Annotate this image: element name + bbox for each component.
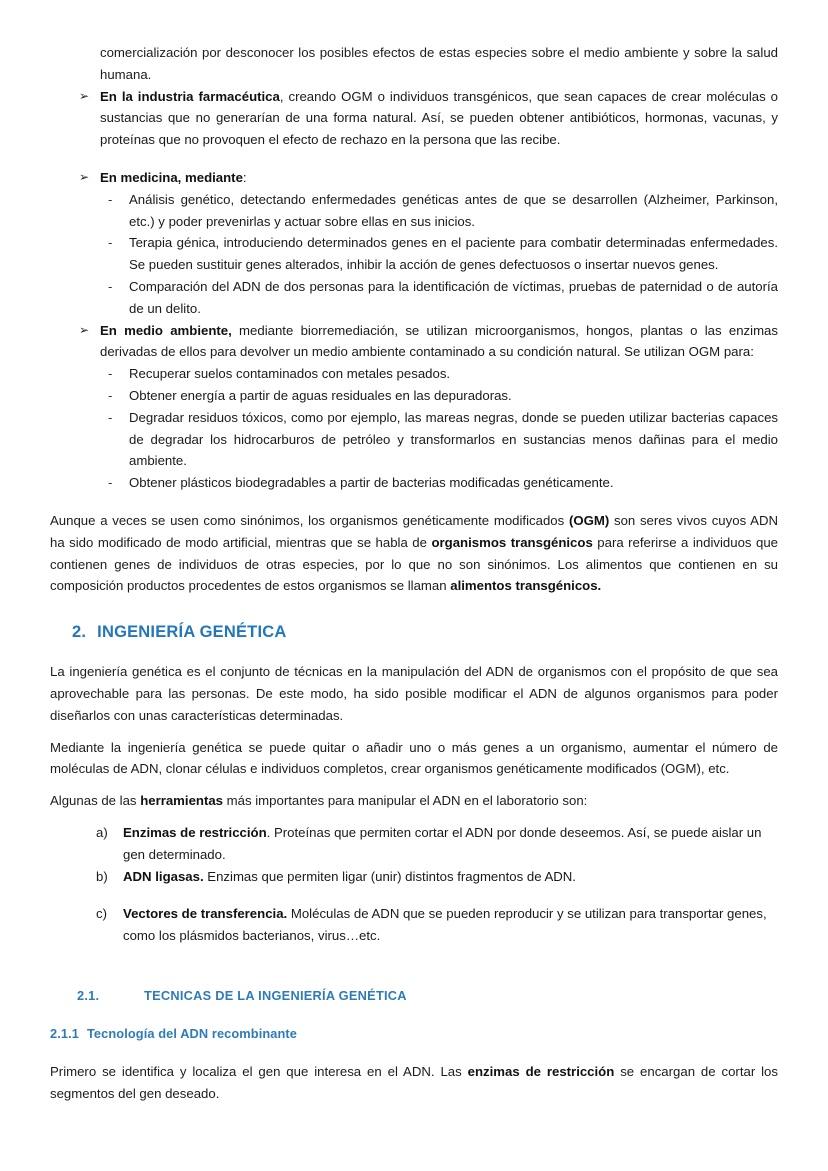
text-bold: herramientas	[140, 793, 224, 809]
list-item-bold-lead: Vectores de transferencia.	[123, 906, 288, 922]
list-item	[50, 276, 778, 320]
list-item	[50, 472, 778, 494]
list-item	[50, 232, 778, 276]
list-item-text: Terapia génica, introduciendo determinados genes en el paciente para combatir determinadas enfermedades. Se pueden sustituir genes alterados, inhibir la acción de genes defectuosos o insertar nuevos genes.	[129, 235, 778, 273]
dash-bullet-icon: -	[108, 191, 113, 207]
spacer	[50, 1007, 778, 1023]
dash-bullet-icon: -	[108, 278, 113, 294]
list-item	[50, 189, 778, 233]
list-item-text: Obtener plásticos biodegradables a partir de bacterias modificadas genéticamente.	[129, 475, 614, 491]
section-title: Tecnología del ADN recombinante	[86, 1025, 297, 1041]
dash-bullet-icon: -	[108, 387, 113, 403]
paragraph-ingenieria-2: Mediante la ingeniería genética se puede quitar o añadir uno o más genes a un organismo, aumentar el número de moléculas de ADN, clonar células e individuos completos, crear organismos genéticamente modificados (OGM), etc.	[50, 739, 778, 777]
text-bold: alimentos transgénicos.	[450, 578, 602, 594]
continuation-paragraph	[100, 42, 778, 86]
list-item	[50, 385, 778, 407]
applications-arrow-list	[50, 86, 778, 494]
arrow-bullet-icon: ➢	[79, 88, 90, 103]
section-title: INGENIERÍA GENÉTICA	[97, 623, 287, 642]
spacer	[50, 947, 778, 969]
page-title-section-2	[50, 619, 778, 645]
spacer	[50, 494, 778, 510]
list-marker: b)	[96, 868, 108, 884]
section-number: 2.	[72, 623, 87, 642]
spacer	[50, 780, 778, 790]
list-item-text: Análisis genético, detectando enfermedades genéticas antes de que se desarrollen (Alzheimer, Parkinson, etc.) y poder prevenirlas y actuar sobre ellas en sus inicios.	[129, 191, 778, 229]
spacer	[50, 645, 778, 661]
text-segment: son seres vivos cuyos ADN ha sido modificado de modo artificial, mientras que se habla de	[50, 512, 778, 550]
dash-bullet-icon: -	[108, 409, 113, 425]
bullet-bold-lead: En la industria farmacéutica	[100, 88, 280, 104]
text-segment: para referirse a individuos que contienen genes de individuos de otras especies, por lo que no son sinónimos. Los alimentos que contienen en su composición productos procedentes de estos organismos se llaman	[50, 534, 778, 594]
bullet-bold-lead: En medio ambiente,	[100, 322, 232, 338]
arrow-bullet-icon: ➢	[79, 169, 90, 184]
dash-bullet-icon: -	[108, 475, 113, 491]
text-segment: Primero se identifica y localiza el gen que interesa en el ADN. Las	[50, 1063, 468, 1079]
text-segment: Aunque a veces se usen como sinónimos, los organismos genéticamente modificados	[50, 512, 569, 528]
list-item-adn-ligasas	[50, 866, 778, 888]
text-segment: se encargan de cortar los segmentos del gen deseado.	[50, 1063, 778, 1101]
bullet-body-text: , creando OGM o individuos transgénicos, que sean capaces de crear moléculas o sustancias que no generarían de una forma natural. Así, se pueden obtener antibióticos, hormonas, vacunas, y proteínas que no provoquen el efecto de rechazo en la persona que las recibe.	[100, 88, 778, 148]
text-bold: organismos transgénicos	[431, 534, 593, 550]
list-item-text: Moléculas de ADN que se pueden reproducir y se utilizan para transportar genes, como los plásmidos bacterianos, virus…etc.	[123, 906, 767, 944]
spacer	[50, 727, 778, 737]
list-item-industria-farmaceutica	[50, 86, 778, 151]
text-segment: Algunas de las	[50, 793, 141, 809]
heading-section-2-1	[50, 985, 778, 1007]
list-item-bold-lead: Enzimas de restricción	[123, 824, 267, 840]
bullet-body-text: :	[242, 169, 247, 185]
list-item-text: Degradar residuos tóxicos, como por ejemplo, las mareas negras, donde se pueden utilizar bacterias capaces de degradar los hidrocarburos de petróleo y transformarlos en sustancias menos dañinas para el medio ambiente.	[129, 409, 778, 469]
text-bold: enzimas de restricción	[467, 1063, 615, 1079]
arrow-bullet-icon: ➢	[79, 322, 90, 337]
paragraph-adn-recombinante	[50, 1061, 778, 1105]
tools-alpha-list	[50, 822, 778, 947]
dash-bullet-icon: -	[108, 366, 113, 382]
list-item-vectores-transferencia	[50, 903, 778, 947]
text-bold: (OGM)	[568, 512, 610, 528]
list-item-text: Recuperar suelos contaminados con metales pesados.	[129, 366, 451, 382]
medicina-sub-list	[50, 189, 778, 320]
list-marker: a)	[96, 824, 108, 840]
section-number: 2.1.	[77, 987, 100, 1003]
spacer	[50, 887, 778, 903]
list-item-text: Obtener energía a partir de aguas residuales en las depuradoras.	[129, 387, 512, 403]
dash-bullet-icon: -	[108, 235, 113, 251]
list-item	[50, 407, 778, 472]
spacer	[50, 1045, 778, 1061]
list-item	[50, 363, 778, 385]
spacer	[50, 597, 778, 619]
list-item-bold-lead: ADN ligasas.	[123, 868, 204, 884]
list-item-enzimas-restriccion	[50, 822, 778, 866]
heading-section-2-1-1	[50, 1023, 778, 1045]
list-item-medicina	[50, 167, 778, 189]
spacer	[50, 151, 778, 167]
section-number: 2.1.1	[50, 1025, 79, 1041]
list-item-medio-ambiente	[50, 320, 778, 364]
text-segment: más importantes para manipular el ADN en el laboratorio son:	[223, 793, 588, 809]
spacer	[50, 812, 778, 822]
list-item-text: Enzimas que permiten ligar (unir) distintos fragmentos de ADN.	[203, 868, 576, 884]
bullet-bold-lead: En medicina, mediante	[100, 169, 243, 185]
section-title: TECNICAS DE LA INGENIERÍA GENÉTICA	[144, 987, 407, 1003]
bullet-body-text: mediante biorremediación, se utilizan microorganismos, hongos, plantas o las enzimas derivadas de ellos para devolver un medio ambiente contaminado a su condición natural. Se utilizan OGM para:	[100, 322, 778, 360]
list-marker: c)	[96, 906, 107, 922]
spacer	[50, 969, 778, 985]
paragraph-ogm-definicion	[50, 510, 778, 597]
list-item-text: Comparación del ADN de dos personas para la identificación de víctimas, pruebas de paternidad o de autoría de un delito.	[129, 278, 778, 316]
paragraph-ingenieria-1: La ingeniería genética es el conjunto de técnicas en la manipulación del ADN de organismos con el propósito de que sea aprovechable para las personas. De este modo, ha sido posible modificar el ADN de algunos organismos para poder diseñarlos con unas características determinadas.	[50, 664, 778, 723]
list-item-text: . Proteínas que permiten cortar el ADN por donde deseemos. Así, se puede aislar un gen determinado.	[123, 824, 762, 862]
paragraph-herramientas-intro	[50, 790, 778, 812]
medio-ambiente-sub-list	[50, 363, 778, 494]
continuation-text: comercialización por desconocer los posibles efectos de estas especies sobre el medio ambiente y sobre la salud humana.	[100, 45, 778, 82]
